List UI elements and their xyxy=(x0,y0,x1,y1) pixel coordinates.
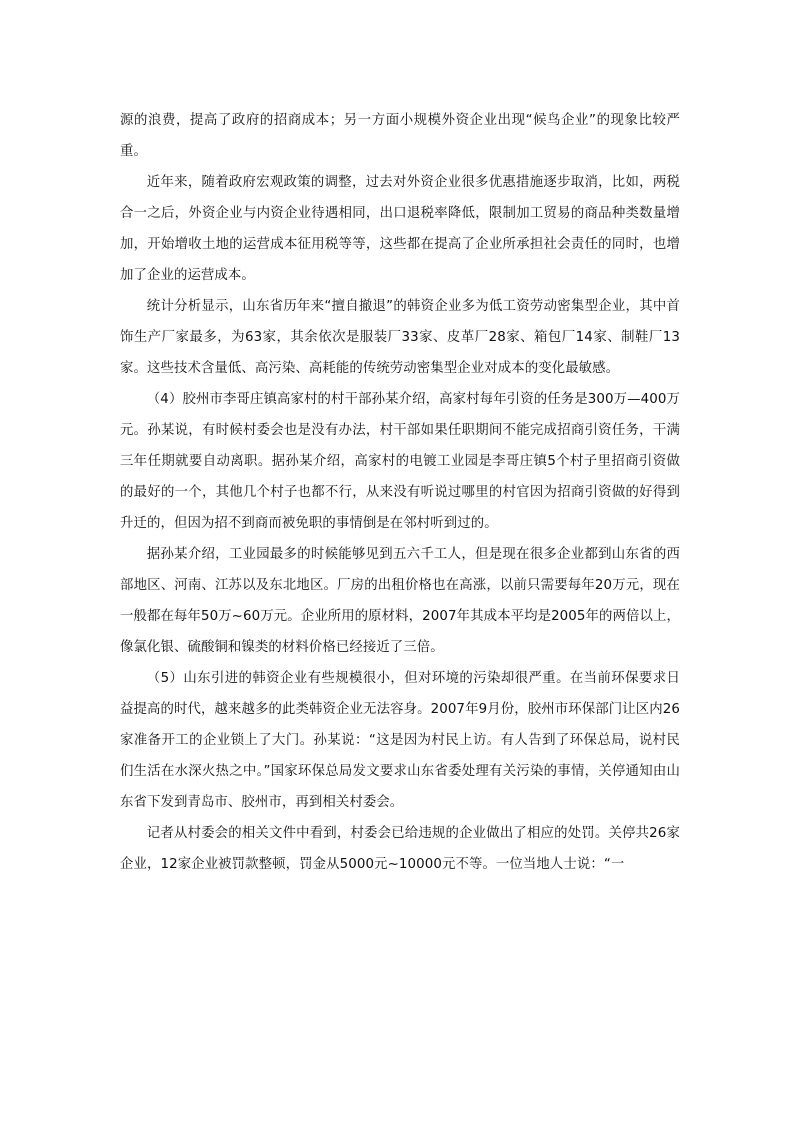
paragraph-case-5: （5）山东引进的韩资企业有些规模很小，但对环境的污染却很严重。在当前环保要求日益提高的时代，越来越多的此类韩资企业无法容身。2007年9月份，胶州市环保部门让区内26家准备开工的企业锁上了大门。孙某说：“这是因为村民上访。有人告到了环保总局，说村民们生活在水深火热之中。”国家环保总局发文要求山东省委处理有关污染的事情，关停通知由山东省下发到青岛市、胶州市，再到相关村委会。 xyxy=(120,671,680,810)
paragraph-industrial-park: 据孙某介绍，工业园最多的时候能够见到五六千工人，但是现在很多企业都到山东省的西部地区、河南、江苏以及东北地区。厂房的出租价格也在高涨，以前只需要每年20万元，现在一般都在每年50万~60万元。企业所用的原材料，2007年其成本平均是2005年的两倍以上，像氯化银、硫酸铜和镍类的材料价格已经接近了三倍。 xyxy=(120,547,680,655)
document-body xyxy=(120,105,680,880)
paragraph-policy-adjustment: 近年来，随着政府宏观政策的调整，过去对外资企业很多优惠措施逐步取消，比如，两税合一之后，外资企业与内资企业待遇相同，出口退税率降低，限制加工贸易的商品种类数量增加，开始增收土地的运营成本征用税等等，这些都在提高了企业所承担社会责任的同时，也增加了企业的运营成本。 xyxy=(120,175,680,283)
paragraph-statistics: 统计分析显示，山东省历年来“擅自撤退”的韩资企业多为低工资劳动密集型企业，其中首饰生产厂家最多，为63家，其余依次是服装厂33家、皮革厂28家、箱包厂14家、制鞋厂13家。这些技术含量低、高污染、高耗能的传统劳动密集型企业对成本的变化最敏感。 xyxy=(120,299,680,376)
paragraph-continuation: 源的浪费，提高了政府的招商成本；另一方面小规模外资企业出现“候鸟企业”的现象比较严重。 xyxy=(120,113,680,159)
paragraph-penalties: 记者从村委会的相关文件中看到，村委会已给违规的企业做出了相应的处罚。关停共26家企业，12家企业被罚款整顿，罚金从5000元~10000元不等。一位当地人士说：“一 xyxy=(120,826,680,872)
paragraph-case-4: （4）胶州市李哥庄镇高家村的村干部孙某介绍，高家村每年引资的任务是300万—400万元。孙某说，有时候村委会也是没有办法，村干部如果任职期间不能完成招商引资任务，干满三年任期就要自动离职。据孙某介绍，高家村的电镀工业园是李哥庄镇5个村子里招商引资做的最好的一个，其他几个村子也都不行，从来没有听说过哪里的村官因为招商引资做的好得到升迁的，但因为招不到商而被免职的事情倒是在邻村听到过的。 xyxy=(120,392,680,531)
